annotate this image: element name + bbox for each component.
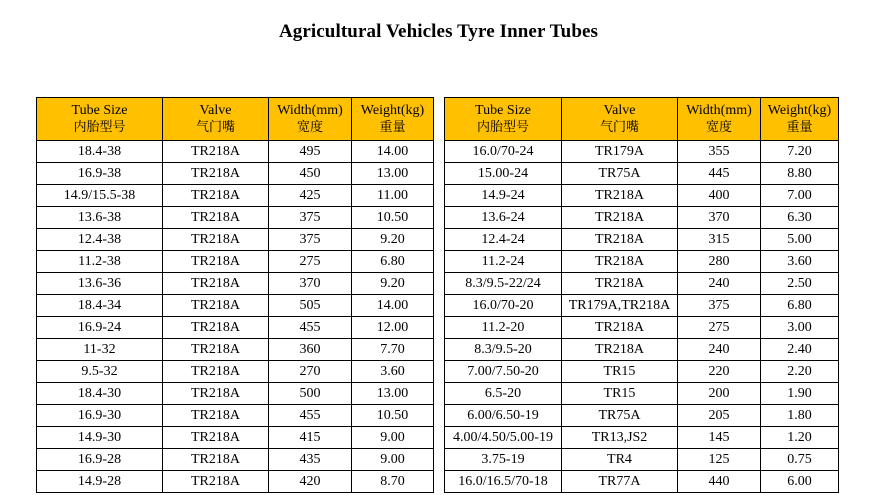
width-cell: 420 bbox=[269, 471, 352, 493]
width-header-en: Width(mm) bbox=[686, 103, 752, 118]
valve-cell: TR218A bbox=[163, 207, 269, 229]
weight-cell: 14.00 bbox=[352, 295, 434, 317]
valve-cell: TR218A bbox=[163, 317, 269, 339]
weight-cell: 10.50 bbox=[352, 405, 434, 427]
valve-cell: TR77A bbox=[562, 471, 678, 493]
tube-size-cell: 16.9-28 bbox=[37, 449, 163, 471]
tube-size-cell: 13.6-38 bbox=[37, 207, 163, 229]
tube-size-cell: 8.3/9.5-20 bbox=[445, 339, 562, 361]
table-row bbox=[445, 185, 839, 207]
valve-header-en: Valve bbox=[603, 103, 636, 118]
weight-cell: 13.00 bbox=[352, 163, 434, 185]
table-row bbox=[445, 405, 839, 427]
weight-header bbox=[761, 98, 839, 141]
width-header-en: Width(mm) bbox=[277, 103, 343, 118]
table-row bbox=[445, 207, 839, 229]
valve-cell: TR179A,TR218A bbox=[562, 295, 678, 317]
table-row bbox=[445, 383, 839, 405]
width-cell: 495 bbox=[269, 141, 352, 163]
width-cell: 375 bbox=[269, 207, 352, 229]
table-row bbox=[37, 471, 434, 493]
tube-size-cell: 18.4-34 bbox=[37, 295, 163, 317]
table-row bbox=[445, 251, 839, 273]
header-row bbox=[37, 98, 434, 141]
tube-size-cell: 13.6-36 bbox=[37, 273, 163, 295]
weight-cell: 6.30 bbox=[761, 207, 839, 229]
width-cell: 240 bbox=[678, 339, 761, 361]
table-row bbox=[37, 273, 434, 295]
tube-size-cell: 8.3/9.5-22/24 bbox=[445, 273, 562, 295]
weight-cell: 6.80 bbox=[352, 251, 434, 273]
width-cell: 455 bbox=[269, 317, 352, 339]
tube-size-cell: 14.9-28 bbox=[37, 471, 163, 493]
tube-size-cell: 4.00/4.50/5.00-19 bbox=[445, 427, 562, 449]
width-cell: 375 bbox=[269, 229, 352, 251]
tube-size-header-en: Tube Size bbox=[71, 103, 128, 118]
valve-cell: TR218A bbox=[163, 185, 269, 207]
tube-size-cell: 16.9-38 bbox=[37, 163, 163, 185]
valve-cell: TR218A bbox=[163, 383, 269, 405]
table-row bbox=[37, 251, 434, 273]
tube-size-header-en: Tube Size bbox=[475, 103, 531, 118]
width-cell: 360 bbox=[269, 339, 352, 361]
width-cell: 500 bbox=[269, 383, 352, 405]
table-row bbox=[37, 207, 434, 229]
width-cell: 415 bbox=[269, 427, 352, 449]
weight-cell: 2.20 bbox=[761, 361, 839, 383]
width-header bbox=[678, 98, 761, 141]
tube-size-cell: 11.2-24 bbox=[445, 251, 562, 273]
weight-cell: 3.60 bbox=[352, 361, 434, 383]
valve-cell: TR218A bbox=[163, 273, 269, 295]
width-cell: 375 bbox=[678, 295, 761, 317]
width-cell: 240 bbox=[678, 273, 761, 295]
tube-size-cell: 14.9/15.5-38 bbox=[37, 185, 163, 207]
width-cell: 505 bbox=[269, 295, 352, 317]
valve-cell: TR218A bbox=[163, 141, 269, 163]
width-cell: 275 bbox=[269, 251, 352, 273]
tube-size-cell: 14.9-24 bbox=[445, 185, 562, 207]
weight-cell: 12.00 bbox=[352, 317, 434, 339]
weight-cell: 7.70 bbox=[352, 339, 434, 361]
tube-size-cell: 15.00-24 bbox=[445, 163, 562, 185]
left-tube-table bbox=[36, 97, 434, 493]
table-row bbox=[445, 317, 839, 339]
tube-size-cell: 18.4-30 bbox=[37, 383, 163, 405]
width-cell: 450 bbox=[269, 163, 352, 185]
valve-cell: TR75A bbox=[562, 405, 678, 427]
valve-cell: TR15 bbox=[562, 383, 678, 405]
valve-cell: TR218A bbox=[163, 361, 269, 383]
tube-size-cell: 16.0/70-20 bbox=[445, 295, 562, 317]
tube-size-cell: 9.5-32 bbox=[37, 361, 163, 383]
valve-cell: TR218A bbox=[163, 449, 269, 471]
valve-cell: TR218A bbox=[163, 229, 269, 251]
width-cell: 275 bbox=[678, 317, 761, 339]
tube-size-header bbox=[37, 98, 163, 141]
table-row bbox=[445, 339, 839, 361]
table-row bbox=[37, 141, 434, 163]
weight-header-en: Weight(kg) bbox=[360, 103, 425, 118]
valve-cell: TR75A bbox=[562, 163, 678, 185]
tube-size-cell: 11.2-20 bbox=[445, 317, 562, 339]
valve-header bbox=[562, 98, 678, 141]
weight-cell: 9.20 bbox=[352, 229, 434, 251]
tube-size-cell: 12.4-24 bbox=[445, 229, 562, 251]
weight-header-zh: 重量 bbox=[379, 120, 406, 135]
tube-size-cell: 16.0/16.5/70-18 bbox=[445, 471, 562, 493]
tube-size-cell: 16.9-30 bbox=[37, 405, 163, 427]
valve-cell: TR218A bbox=[163, 405, 269, 427]
weight-cell: 2.40 bbox=[761, 339, 839, 361]
weight-cell: 10.50 bbox=[352, 207, 434, 229]
weight-header-en: Weight(kg) bbox=[767, 103, 832, 118]
tube-size-cell: 14.9-30 bbox=[37, 427, 163, 449]
table-row bbox=[37, 427, 434, 449]
tube-size-cell: 12.4-38 bbox=[37, 229, 163, 251]
valve-cell: TR218A bbox=[163, 427, 269, 449]
valve-cell: TR218A bbox=[562, 273, 678, 295]
weight-cell: 8.70 bbox=[352, 471, 434, 493]
weight-cell: 7.20 bbox=[761, 141, 839, 163]
table-row bbox=[445, 163, 839, 185]
weight-cell: 1.90 bbox=[761, 383, 839, 405]
tube-size-header-zh: 内胎型号 bbox=[476, 120, 529, 135]
tube-size-cell: 18.4-38 bbox=[37, 141, 163, 163]
table-row bbox=[445, 361, 839, 383]
tube-size-cell: 16.9-24 bbox=[37, 317, 163, 339]
weight-cell: 3.60 bbox=[761, 251, 839, 273]
valve-header-en: Valve bbox=[199, 103, 232, 118]
table-row bbox=[37, 317, 434, 339]
width-cell: 425 bbox=[269, 185, 352, 207]
table-row bbox=[445, 427, 839, 449]
weight-cell: 7.00 bbox=[761, 185, 839, 207]
weight-cell: 1.80 bbox=[761, 405, 839, 427]
table-row bbox=[37, 449, 434, 471]
valve-cell: TR218A bbox=[163, 163, 269, 185]
weight-cell: 8.80 bbox=[761, 163, 839, 185]
valve-cell: TR179A bbox=[562, 141, 678, 163]
tube-size-cell: 3.75-19 bbox=[445, 449, 562, 471]
table-row bbox=[445, 471, 839, 493]
table-row bbox=[37, 229, 434, 251]
width-cell: 280 bbox=[678, 251, 761, 273]
valve-cell: TR218A bbox=[562, 229, 678, 251]
tube-size-cell: 6.5-20 bbox=[445, 383, 562, 405]
tube-size-header-zh: 内胎型号 bbox=[73, 120, 126, 135]
width-cell: 355 bbox=[678, 141, 761, 163]
width-cell: 270 bbox=[269, 361, 352, 383]
tube-size-cell: 6.00/6.50-19 bbox=[445, 405, 562, 427]
table-row bbox=[37, 405, 434, 427]
valve-cell: TR218A bbox=[562, 207, 678, 229]
table-row bbox=[445, 449, 839, 471]
table-row bbox=[37, 361, 434, 383]
width-header-zh: 宽度 bbox=[296, 120, 323, 135]
width-cell: 435 bbox=[269, 449, 352, 471]
width-cell: 445 bbox=[678, 163, 761, 185]
tube-size-cell: 7.00/7.50-20 bbox=[445, 361, 562, 383]
weight-cell: 3.00 bbox=[761, 317, 839, 339]
valve-cell: TR13,JS2 bbox=[562, 427, 678, 449]
valve-header-zh: 气门嘴 bbox=[195, 120, 235, 135]
valve-cell: TR218A bbox=[562, 251, 678, 273]
table-row bbox=[445, 229, 839, 251]
tube-size-cell: 13.6-24 bbox=[445, 207, 562, 229]
width-cell: 220 bbox=[678, 361, 761, 383]
header-row bbox=[445, 98, 839, 141]
width-header bbox=[269, 98, 352, 141]
table-row bbox=[445, 295, 839, 317]
table-row bbox=[445, 141, 839, 163]
weight-cell: 2.50 bbox=[761, 273, 839, 295]
width-cell: 315 bbox=[678, 229, 761, 251]
weight-header-zh: 重量 bbox=[786, 120, 813, 135]
valve-cell: TR4 bbox=[562, 449, 678, 471]
width-cell: 145 bbox=[678, 427, 761, 449]
valve-cell: TR218A bbox=[163, 339, 269, 361]
weight-cell: 9.00 bbox=[352, 427, 434, 449]
valve-cell: TR15 bbox=[562, 361, 678, 383]
valve-cell: TR218A bbox=[562, 339, 678, 361]
valve-cell: TR218A bbox=[562, 317, 678, 339]
tube-size-cell: 11-32 bbox=[37, 339, 163, 361]
right-tube-table bbox=[444, 97, 839, 493]
weight-cell: 1.20 bbox=[761, 427, 839, 449]
table-row bbox=[445, 273, 839, 295]
table-row bbox=[37, 295, 434, 317]
valve-cell: TR218A bbox=[163, 251, 269, 273]
width-cell: 125 bbox=[678, 449, 761, 471]
weight-cell: 9.00 bbox=[352, 449, 434, 471]
table-row bbox=[37, 339, 434, 361]
width-cell: 205 bbox=[678, 405, 761, 427]
valve-header bbox=[163, 98, 269, 141]
weight-cell: 13.00 bbox=[352, 383, 434, 405]
tube-size-cell: 16.0/70-24 bbox=[445, 141, 562, 163]
width-header-zh: 宽度 bbox=[705, 120, 732, 135]
width-cell: 200 bbox=[678, 383, 761, 405]
weight-cell: 11.00 bbox=[352, 185, 434, 207]
width-cell: 455 bbox=[269, 405, 352, 427]
tube-size-header bbox=[445, 98, 562, 141]
width-cell: 440 bbox=[678, 471, 761, 493]
valve-cell: TR218A bbox=[163, 471, 269, 493]
weight-cell: 6.00 bbox=[761, 471, 839, 493]
valve-cell: TR218A bbox=[562, 185, 678, 207]
weight-cell: 0.75 bbox=[761, 449, 839, 471]
weight-cell: 14.00 bbox=[352, 141, 434, 163]
width-cell: 370 bbox=[678, 207, 761, 229]
weight-header bbox=[352, 98, 434, 141]
tube-size-cell: 11.2-38 bbox=[37, 251, 163, 273]
table-row bbox=[37, 383, 434, 405]
width-cell: 370 bbox=[269, 273, 352, 295]
table-row bbox=[37, 163, 434, 185]
weight-cell: 9.20 bbox=[352, 273, 434, 295]
table-row bbox=[37, 185, 434, 207]
weight-cell: 5.00 bbox=[761, 229, 839, 251]
weight-cell: 6.80 bbox=[761, 295, 839, 317]
valve-cell: TR218A bbox=[163, 295, 269, 317]
width-cell: 400 bbox=[678, 185, 761, 207]
page-title: Agricultural Vehicles Tyre Inner Tubes bbox=[278, 21, 599, 42]
valve-header-zh: 气门嘴 bbox=[599, 120, 639, 135]
